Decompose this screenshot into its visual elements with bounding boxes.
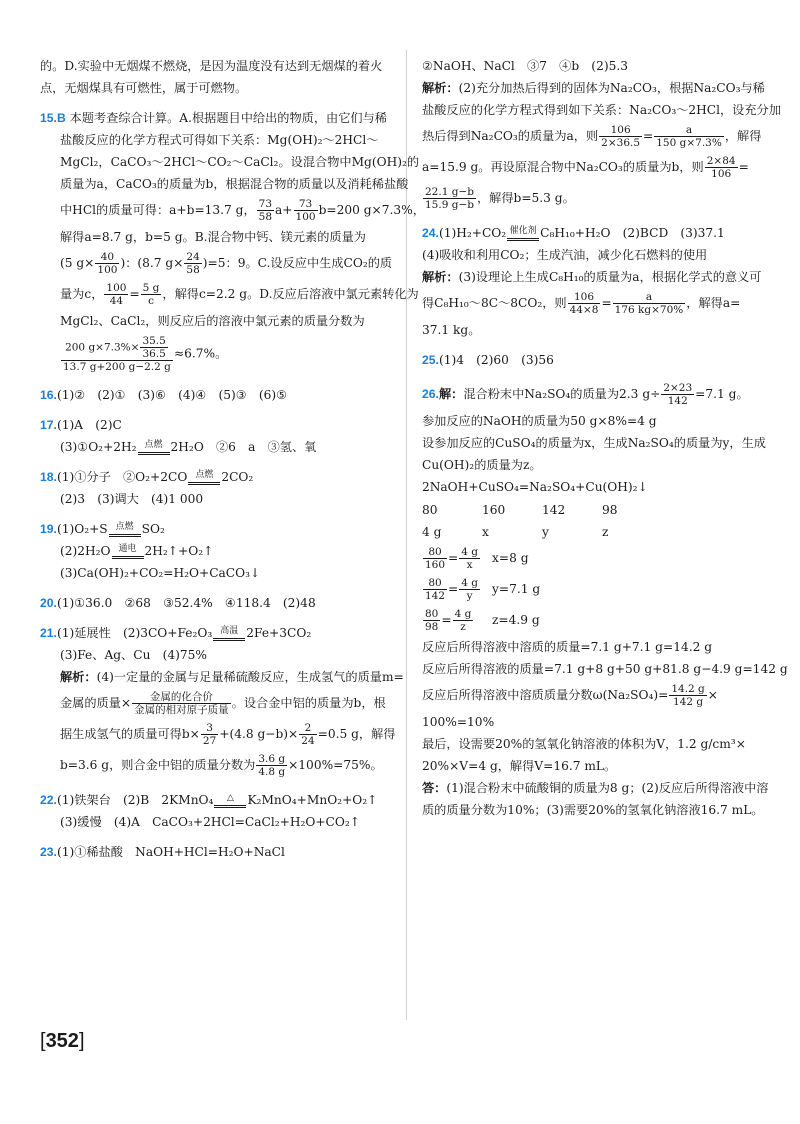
text-line: (5 g× $\frac{40}{100}$ )：(8.7 g× $\frac{24}{58}$ )=5：9。C.设反应中生成CO₂的质: [60, 251, 393, 276]
text: 100%=10%: [422, 715, 495, 729]
fraction: $\frac{3.6 g}{4.8 g}$: [258, 753, 286, 778]
text: (1)①36.0 ②68 ③52.4% ④118.4 (2)48: [56, 596, 316, 610]
text: 的。D.实验中无烟煤不燃烧，是因为温度没有达到无烟煤的着火: [40, 59, 383, 73]
answer-25: [422, 352, 762, 368]
text-line: [40, 565, 394, 581]
reaction-arrow: 点燃: [138, 440, 170, 455]
text: 反应后所得溶液中溶质的质量=7.1 g+7.1 g=14.2 g: [422, 640, 713, 654]
text-line: [40, 132, 394, 148]
fraction: $\frac{4 g}{z}$: [454, 608, 472, 633]
fraction: $\frac{a}{176 kg\times 70\%}$: [614, 291, 684, 316]
text-line: 热后得到Na₂CO₃的质量为a，则 $\frac{106}{2\times 36.5}$ = $\frac{a}{150 g\times 7.3\%}$ ，解得: [422, 124, 762, 149]
question-number: 19.: [40, 522, 57, 536]
text-line: [422, 322, 762, 338]
text-line: [422, 736, 762, 752]
text-line: 解析：(3)设理论上生成C₈H₁₀的质量为a，根据化学式的意义可: [422, 270, 762, 284]
answer-24: 24.(1)H₂+CO₂ 催化剂 C₈H₁₀+H₂O (2)BCD (3)37.1: [422, 226, 725, 240]
text-line: [422, 413, 762, 429]
question-number: 15.B: [40, 111, 66, 125]
question-number: 18.: [40, 470, 57, 484]
text: 质的质量分数为10%；(3)需要20%的氢氧化钠溶液16.7 mL。: [422, 803, 764, 817]
answer-18: 18.(1)①分子 ②O₂+2CO 点燃 2CO₂: [40, 470, 254, 484]
answer-label: 答：: [422, 781, 447, 795]
text: 设参加反应的CuSO₄的质量为x，生成Na₂SO₄的质量为y，生成: [422, 436, 766, 450]
answer-23: [40, 844, 394, 860]
text-line: [422, 661, 788, 677]
text-line: [40, 313, 394, 329]
proportion: $\frac{80}{142}$ = $\frac{4 g}{y}$ y=7.1 g: [425, 577, 541, 602]
text: MgCl₂，CaCO₃～2HCl～CO₂～CaCl₂。设混合物中Mg(OH)₂的: [60, 155, 420, 169]
text-line: [422, 639, 762, 655]
text: MgCl₂、CaCl₂，则反应后的溶液中氯元素的质量分数为: [60, 314, 365, 328]
text-line: 解析：(2)充分加热后得到的固体为Na₂CO₃，根据Na₂CO₃与稀: [422, 81, 765, 95]
text-line: 反应后所得溶液中溶质质量分数ω(Na₂SO₄)= $\frac{14.2 g}{142 g}$ ×: [422, 683, 718, 708]
fraction: $\frac{3}{27}$: [202, 722, 217, 747]
answer-20: [40, 595, 394, 611]
fraction: $\frac{80}{160}$: [425, 546, 446, 571]
text: ②NaOH、NaCl ③7 ④b (2)5.3: [422, 59, 628, 73]
text-line: 答：(1)混合粉末中硫酸铜的质量为8 g；(2)反应后所得溶液中溶: [422, 781, 769, 795]
fraction: $\frac{80}{98}$: [425, 608, 439, 633]
text-line: 据生成氢气的质量可得b× $\frac{3}{27}$ +(4.8 g−b)× $\frac{2}{24}$ =0.5 g，解得: [60, 722, 396, 747]
text: (1)② (2)① (3)⑥ (4)④ (5)③ (6)⑤: [56, 388, 288, 402]
text: (1)A (2)C: [56, 418, 122, 432]
question-number: 17.: [40, 418, 57, 432]
text: Cu(OH)₂的质量为z。: [422, 458, 542, 472]
text-line: [40, 491, 394, 507]
text-line: [40, 176, 409, 192]
fraction: $\frac{106}{44\times 8}$: [569, 291, 599, 316]
fraction: $\frac{40}{100}$: [97, 251, 118, 276]
fraction: $\frac{2\times 23}{142}$: [663, 382, 693, 407]
fraction: $\frac{80}{142}$: [425, 577, 446, 602]
text: 反应后所得溶液的质量=7.1 g+8 g+50 g+81.8 g−4.9 g=142 g: [422, 662, 788, 676]
text: (1)①稀盐酸 NaOH+HCl=H₂O+NaCl: [56, 845, 285, 859]
answer-19: 19.(1)O₂+S 点燃 SO₂: [40, 522, 165, 536]
text-line: [422, 247, 762, 263]
reaction-arrow: 点燃: [188, 470, 220, 485]
text-line: [40, 229, 394, 245]
equation: [422, 479, 762, 495]
text: (3)Ca(OH)₂+CO₂=H₂O+CaCO₃↓: [60, 566, 261, 580]
text-line: [422, 802, 762, 818]
reaction-arrow: 通电: [112, 544, 144, 559]
solution-label: 解：: [438, 387, 464, 401]
fraction: $\frac{5 g}{c}$: [142, 282, 160, 307]
answer-15: [40, 110, 394, 126]
reaction-arrow: 催化剂: [507, 226, 539, 241]
fraction: $\frac{73}{100}$: [295, 198, 316, 223]
question-number: 25.: [422, 353, 439, 367]
answer-26: 26.解：混合粉末中Na₂SO₄的质量为2.3 g÷ $\frac{2\times 23}{142}$ =7.1 g。: [422, 382, 749, 407]
text-line: [40, 647, 394, 663]
question-number: 20.: [40, 596, 57, 610]
ratio-row: 80 160 142 98: [422, 502, 618, 517]
text-line: (2)2H₂O 通电 2H₂↑+O₂↑: [60, 544, 214, 558]
text: 点，无烟煤具有可燃性，属于可燃物。: [40, 81, 248, 95]
text-line: [422, 714, 762, 730]
text-line: 200 g×7.3%× $\frac{35.5}{36.5}$ 13.7 g+200 g−2.2 g ≈6.7%。: [63, 335, 228, 373]
proportion: $\frac{80}{98}$ = $\frac{4 g}{z}$ z=4.9 g: [425, 608, 540, 633]
left-column: [40, 58, 425, 866]
fraction: $\frac{\text{金属的化合价}}{\text{金属的相对原子质量}}$: [134, 691, 229, 716]
fraction: $\frac{35.5}{36.5}$: [142, 335, 166, 360]
text: (3)缓慢 (4)A CaCO₃+2HCl=CaCl₂+H₂O+CO₂↑: [60, 815, 360, 829]
column-divider: [406, 50, 407, 1020]
answer-21: 21.(1)延展性 (2)3CO+Fe₂O₃ 高温 2Fe+3CO₂: [40, 626, 312, 640]
question-number: 22.: [40, 793, 57, 807]
text-line: [40, 814, 394, 830]
text: 盐酸反应的化学方程式可得如下关系：Mg(OH)₂～2HCl～: [60, 133, 379, 147]
fraction: $\frac{2}{24}$: [301, 722, 315, 747]
fraction: $\frac{4 g}{y}$: [461, 577, 479, 602]
text-line: b=3.6 g，则合金中铝的质量分数为 $\frac{3.6 g}{4.8 g}$ ×100%=75%。: [60, 753, 383, 778]
text: 20%×V=4 g，解得V=16.7 mL。: [422, 759, 617, 773]
text: 37.1 kg。: [422, 323, 481, 337]
text: 解得a=8.7 g，b=5 g。B.混合物中钙、镁元素的质量为: [60, 230, 366, 244]
text: 最后，设需要20%的氢氧化钠溶液的体积为V，1.2 g/cm³×: [422, 737, 746, 751]
question-number: 23.: [40, 845, 57, 859]
text-line: [422, 457, 762, 473]
text-line: [422, 58, 762, 74]
text: 中HCl的质量可得：a+b=13.7 g，: [60, 203, 256, 217]
answer-17: [40, 417, 394, 433]
text: 质量为a，CaCO₃的质量为b，根据混合物的质量以及消耗稀盐酸: [60, 177, 409, 191]
page-number: [352]: [40, 1030, 85, 1052]
text: (3)Fe、Ag、Cu (4)75%: [60, 648, 207, 662]
fraction: $\frac{106}{2\times 36.5}$: [601, 124, 641, 149]
fraction: $\frac{2\times 84}{106}$: [706, 155, 736, 180]
reaction-arrow: △: [214, 793, 246, 808]
text: 本题考查综合计算。A.根据题目中给出的物质，由它们与稀: [69, 111, 387, 125]
fraction: $\frac{a}{150 g\times 7.3\%}$: [656, 124, 722, 149]
fraction: $\frac{100}{44}$: [106, 282, 127, 307]
text-line: 量为c， $\frac{100}{44}$ = $\frac{5 g}{c}$ ，解得c=2.2 g。D.反应后溶液中氯元素转化为: [60, 282, 419, 307]
text-line: 金属的质量× $\frac{\text{金属的化合价}}{\text{金属的相对原子质量}}$ 。设合金中铝的质量为b，根: [60, 691, 386, 716]
answer-22: 22.(1)铁架台 (2)B 2KMnO₄ △ K₂MnO₄+MnO₂+O₂↑: [40, 793, 378, 807]
text: 盐酸反应的化学方程式得到如下关系：Na₂CO₃～2HCl，设充分加: [422, 103, 781, 117]
analysis-label: 解析：: [422, 81, 459, 95]
text: 2NaOH+CuSO₄=Na₂SO₄+Cu(OH)₂↓: [422, 480, 648, 494]
question-number: 16.: [40, 388, 57, 402]
proportion: $\frac{80}{160}$ = $\frac{4 g}{x}$ x=8 g: [425, 546, 529, 571]
text-line: 得C₈H₁₀～8C～8CO₂，则 $\frac{106}{44\times 8}$ = $\frac{a}{176 kg\times 70\%}$ ，解得a=: [422, 291, 741, 316]
text: 参加反应的NaOH的质量为50 g×8%=4 g: [422, 414, 657, 428]
text-line: [422, 102, 781, 118]
text-line: 中HCl的质量可得：a+b=13.7 g， $\frac{73}{58}$ a+ $\frac{73}{100}$ b=200 g×7.3%，: [60, 198, 425, 223]
fraction: $\frac{22.1 g-b}{15.9 g-b}$: [425, 186, 474, 211]
right-column: [422, 58, 788, 824]
fraction: $\frac{24}{58}$: [186, 251, 200, 276]
text-line: [422, 758, 762, 774]
text-line: 解析：(4)一定量的金属与足量稀硫酸反应，生成氢气的质量m=: [60, 670, 404, 684]
fraction: 200 g×7.3%× $\frac{35.5}{36.5}$ 13.7 g+200 g−2.2 g: [63, 335, 171, 373]
analysis-label: 解析：: [60, 670, 97, 684]
text: (4)吸收和利用CO₂；生成汽油，减少化石燃料的使用: [422, 248, 708, 262]
text-line: (3)①O₂+2H₂ 点燃 2H₂O ②6 a ③氢、氧: [60, 440, 317, 454]
question-number: 24.: [422, 226, 439, 240]
answer-16: [40, 387, 394, 403]
reaction-arrow: 点燃: [109, 522, 141, 537]
text: (1)4 (2)60 (3)56: [438, 353, 554, 367]
text-line: a=15.9 g。再设原混合物中Na₂CO₃的质量为b，则 $\frac{2\times 84}{106}$ =: [422, 155, 749, 180]
text: (2)3 (3)调大 (4)1 000: [60, 492, 204, 506]
fraction: $\frac{14.2 g}{142 g}$: [671, 683, 705, 708]
text-line: [40, 154, 420, 170]
ratio-row: 4 g x y z: [422, 525, 609, 539]
text-line: $\frac{22.1 g-b}{15.9 g-b}$ ，解得b=5.3 g。: [425, 186, 575, 211]
text-line: [40, 80, 394, 96]
fraction: $\frac{4 g}{x}$: [461, 546, 479, 571]
question-number: 26.: [422, 387, 439, 401]
reaction-arrow: 高温: [213, 626, 245, 641]
analysis-label: 解析：: [422, 270, 459, 284]
fraction: $\frac{73}{58}$: [258, 198, 273, 223]
question-number: 21.: [40, 626, 57, 640]
text-line: [40, 58, 394, 74]
text-line: [422, 435, 766, 451]
